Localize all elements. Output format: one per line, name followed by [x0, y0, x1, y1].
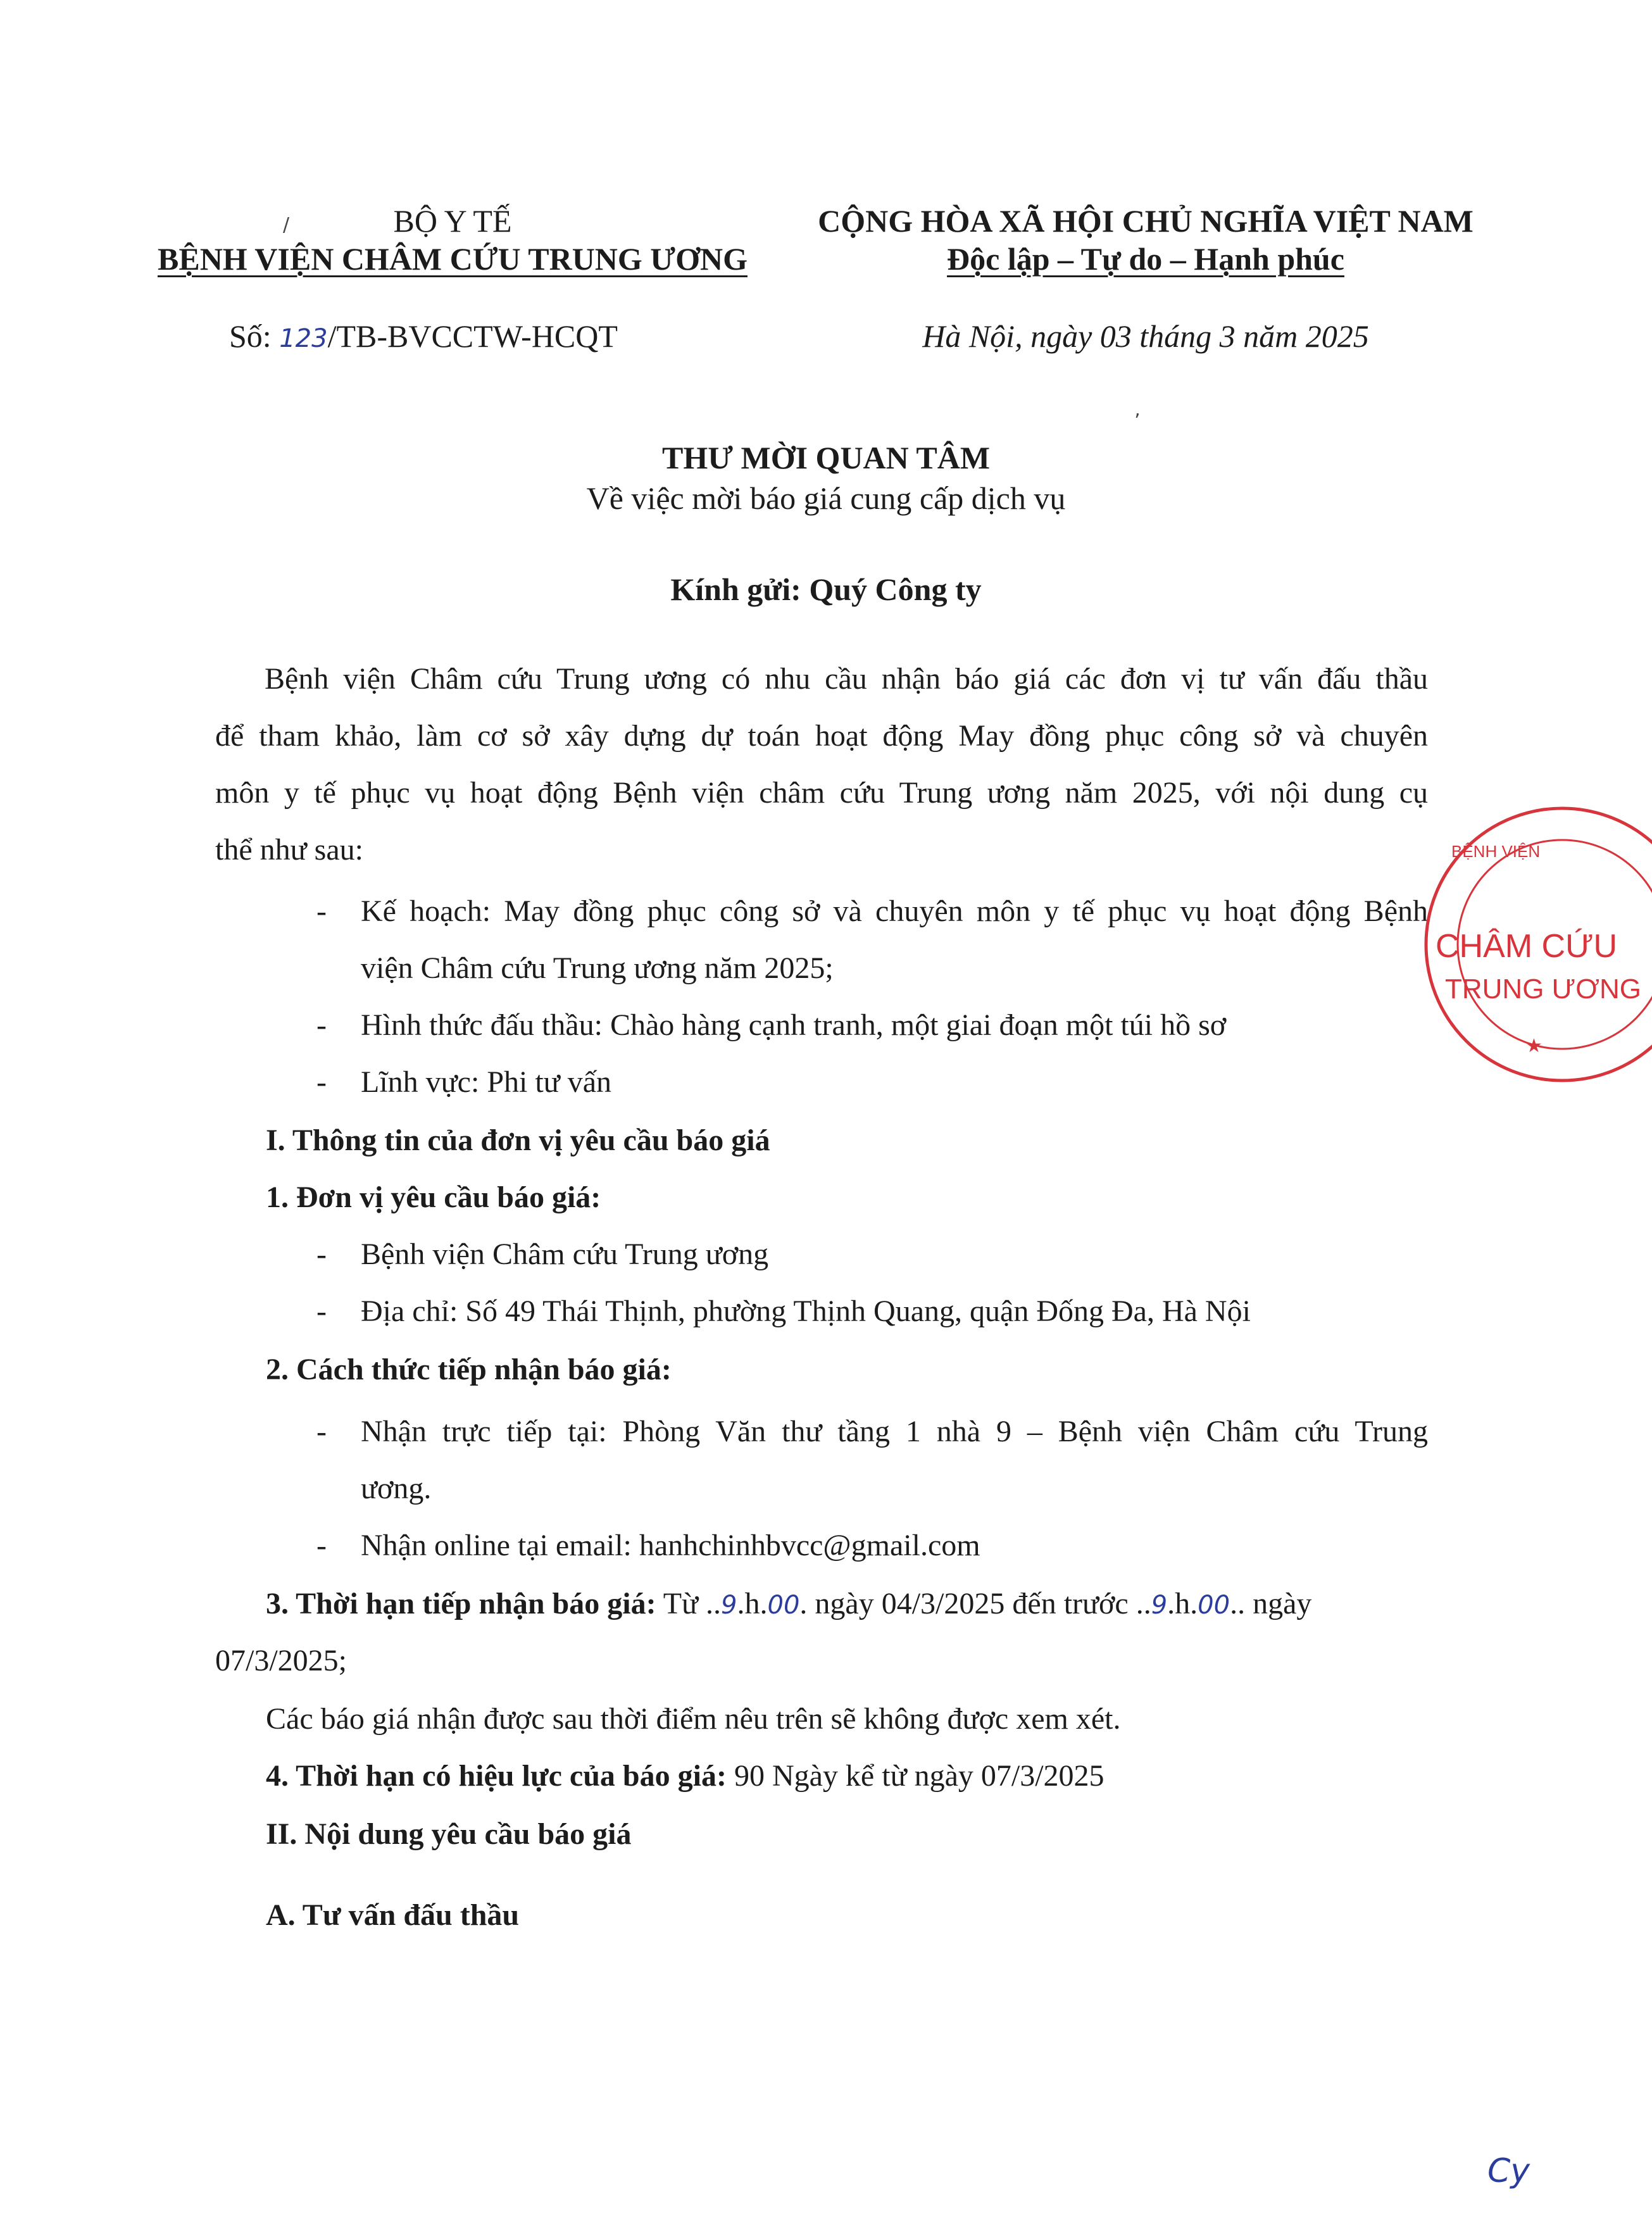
- handwritten-minute-start: 00: [767, 1591, 800, 1620]
- late-quotes-note: Các báo giá nhận được sau thời điểm nêu trên sẽ không được xem xét.: [266, 1702, 1121, 1736]
- handwritten-initials: Cy: [1487, 2152, 1530, 2190]
- plan-line-2: viện Châm cứu Trung ương năm 2025;: [361, 951, 834, 985]
- recipient-line: Kính gửi: Quý Công ty: [670, 572, 982, 607]
- ministry-name: BỘ Y TẾ: [393, 203, 512, 239]
- section-1-4-heading: 4. Thời hạn có hiệu lực của báo giá:: [266, 1759, 727, 1793]
- direct-receipt-line-2: ương.: [361, 1472, 432, 1505]
- deadline-h: .h.: [737, 1587, 768, 1620]
- deadline-line-1: [266, 1585, 1311, 1624]
- validity-period: 90 Ngày kể từ ngày 07/3/2025: [726, 1759, 1104, 1793]
- seal-text-middle: CHÂM CỨU: [1436, 928, 1618, 965]
- bidding-field: Lĩnh vực: Phi tư vấn: [361, 1065, 611, 1099]
- seal-text-top: BỆNH VIỆN: [1451, 842, 1541, 861]
- bullet-dash: -: [316, 1008, 327, 1042]
- deadline-end: .. ngày: [1230, 1587, 1312, 1620]
- svg-text:★: ★: [1525, 1036, 1542, 1056]
- bullet-dash: -: [316, 1065, 327, 1099]
- validity-line: [266, 1757, 1104, 1795]
- intro-line-2: để tham khảo, làm cơ sở xây dựng dự toán hoạt động May đồng phục công sở và chuyên: [215, 719, 1428, 753]
- direct-receipt-line-1: Nhận trực tiếp tại: Phòng Văn thư tầng 1 nhà 9 – Bệnh viện Châm cứu Trung: [361, 1415, 1428, 1448]
- section-1-1-heading: 1. Đơn vị yêu cầu báo giá:: [266, 1181, 601, 1214]
- plan-line-1: Kế hoạch: May đồng phục công sở và chuyên môn y tế phục vụ hoạt động Bệnh: [361, 894, 1428, 928]
- unit-address: Địa chỉ: Số 49 Thái Thịnh, phường Thịnh Quang, quận Đống Đa, Hà Nội: [361, 1294, 1251, 1328]
- country-name: CỘNG HÒA XÃ HỘI CHỦ NGHĨA VIỆT NAM: [818, 203, 1474, 239]
- online-receipt: Nhận online tại email: hanhchinhbvcc@gmail.com: [361, 1529, 980, 1562]
- document-number: [229, 316, 618, 358]
- section-2-a-heading: A. Tư vấn đấu thầu: [266, 1898, 520, 1932]
- document-date: Hà Nội, ngày 03 tháng 3 năm 2025: [922, 318, 1369, 354]
- unit-name: Bệnh viện Châm cứu Trung ương: [361, 1237, 769, 1271]
- section-1-2-heading: 2. Cách thức tiếp nhận báo giá:: [266, 1353, 672, 1386]
- deadline-mid: . ngày 04/3/2025 đến trước ..: [799, 1587, 1151, 1620]
- handwritten-hour-end: 9: [1151, 1591, 1168, 1620]
- intro-line-3: môn y tế phục vụ hoạt động Bệnh viện châm cứu Trung ương năm 2025, với nội dung cụ: [215, 776, 1428, 810]
- deadline-line-2: 07/3/2025;: [215, 1644, 347, 1677]
- section-2-heading: II. Nội dung yêu cầu báo giá: [266, 1817, 632, 1851]
- document-number-prefix: Số:: [229, 318, 280, 354]
- bidding-form: Hình thức đấu thầu: Chào hàng cạnh tranh, một giai đoạn một túi hồ sơ: [361, 1008, 1227, 1042]
- handwritten-hour-start: 9: [721, 1591, 737, 1620]
- section-1-3-heading: 3. Thời hạn tiếp nhận báo giá:: [266, 1587, 656, 1620]
- scan-mark: /: [283, 214, 290, 236]
- document-title: THƯ MỜI QUAN TÂM: [661, 440, 991, 475]
- section-1-heading: I. Thông tin của đơn vị yêu cầu báo giá: [266, 1124, 770, 1157]
- bullet-dash: -: [316, 1237, 327, 1271]
- deadline-h: .h.: [1167, 1587, 1198, 1620]
- national-motto: Độc lập – Tự do – Hạnh phúc: [947, 241, 1344, 277]
- bullet-dash: -: [316, 1415, 327, 1448]
- scan-mark: ʼ: [1134, 410, 1141, 432]
- intro-line-4: thể như sau:: [215, 833, 363, 867]
- document-subtitle: Về việc mời báo giá cung cấp dịch vụ: [586, 480, 1066, 516]
- official-seal: [1379, 799, 1641, 1090]
- document-number-suffix: /TB-BVCCTW-HCQT: [327, 318, 618, 354]
- deadline-from: Từ ..: [656, 1587, 722, 1620]
- document-number-handwritten: 123: [279, 324, 328, 353]
- hospital-name: BỆNH VIỆN CHÂM CỨU TRUNG ƯƠNG: [158, 241, 748, 277]
- bullet-dash: -: [316, 894, 327, 928]
- handwritten-minute-end: 00: [1198, 1591, 1230, 1620]
- bullet-dash: -: [316, 1294, 327, 1328]
- seal-text-bottom: TRUNG ƯƠNG: [1445, 974, 1641, 1005]
- intro-line-1: Bệnh viện Châm cứu Trung ương có nhu cầu nhận báo giá các đơn vị tư vấn đấu thầu: [265, 662, 1428, 696]
- bullet-dash: -: [316, 1529, 327, 1562]
